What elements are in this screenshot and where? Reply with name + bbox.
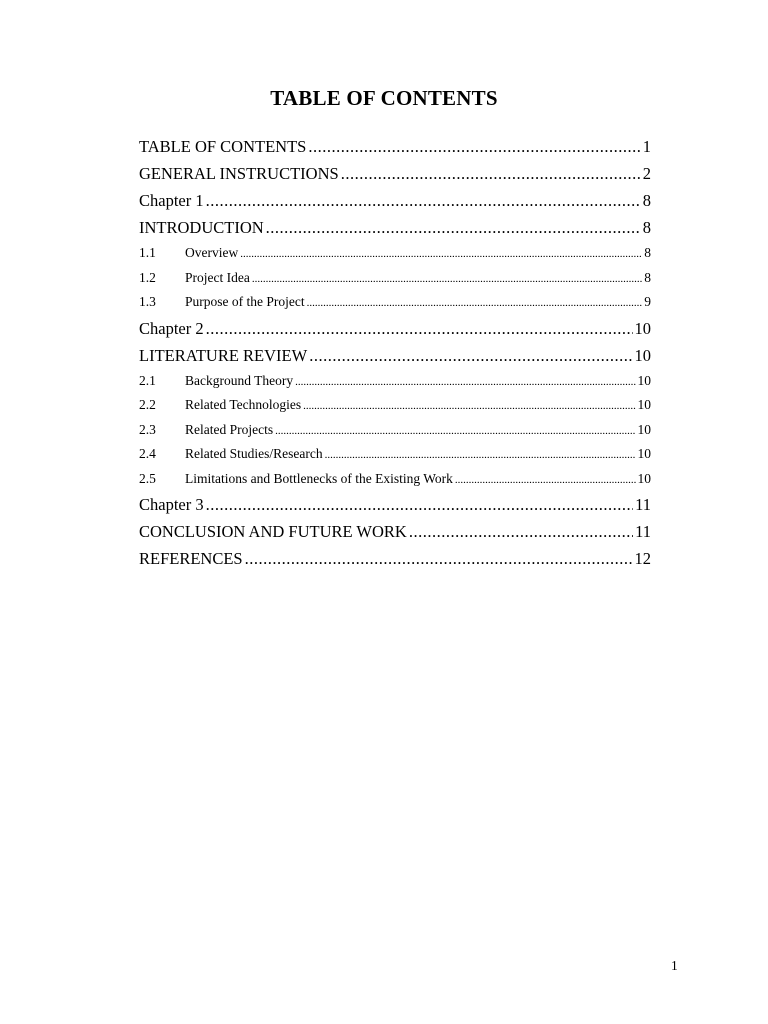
toc-entry-title: Chapter 1 xyxy=(139,191,204,210)
toc-entry-page: 10 xyxy=(637,421,651,437)
toc-dot-leader xyxy=(308,133,640,160)
toc-entry-title: Chapter 3 xyxy=(139,495,204,514)
toc-entry-page: 12 xyxy=(634,549,651,568)
toc-entry-page: 10 xyxy=(637,446,651,461)
toc-entry-title: Background Theory xyxy=(185,372,294,388)
toc-dot-leader xyxy=(409,518,633,545)
toc-entry-page: 2 xyxy=(642,164,651,183)
toc-entry-page: 10 xyxy=(634,318,651,338)
toc-entry-page: 10 xyxy=(637,372,651,388)
toc-entry-title: CONCLUSION AND FUTURE WORK xyxy=(139,522,407,541)
toc-dot-leader xyxy=(206,187,641,214)
toc-dot-leader xyxy=(341,160,641,187)
toc-entry-title: LITERATURE REVIEW xyxy=(139,345,308,365)
toc-section-number: 2.4 xyxy=(139,446,156,461)
toc-dot-leader xyxy=(266,214,641,241)
toc-dot-leader xyxy=(245,545,633,572)
toc-section-number: 2.3 xyxy=(139,421,156,437)
toc-dot-leader xyxy=(309,342,632,369)
toc-section-number: 1.2 xyxy=(139,269,156,285)
page-title: TABLE OF CONTENTS xyxy=(270,86,498,110)
toc-entry-title: INTRODUCTION xyxy=(139,218,264,237)
toc-entry-page: 8 xyxy=(644,269,651,285)
toc-subentry[interactable] xyxy=(139,369,651,394)
toc-entry[interactable] xyxy=(139,315,651,342)
toc-entry-title: REFERENCES xyxy=(139,549,243,568)
toc-section-number: 2.1 xyxy=(139,372,156,388)
toc-dot-leader xyxy=(240,241,642,266)
toc-entry-page: 10 xyxy=(637,470,651,486)
toc-entry-page: 11 xyxy=(635,522,651,541)
toc-section-number: 1.1 xyxy=(139,245,156,260)
toc-entry-title: GENERAL INSTRUCTIONS xyxy=(139,164,339,183)
toc-section-number: 2.5 xyxy=(139,470,156,486)
toc-entry[interactable] xyxy=(139,187,651,214)
toc-subentry[interactable] xyxy=(139,393,651,418)
toc-list xyxy=(139,133,651,572)
toc-section-number: 1.3 xyxy=(139,294,156,309)
toc-subentry[interactable] xyxy=(139,418,651,443)
toc-dot-leader xyxy=(455,467,636,492)
toc-entry-title: Limitations and Bottlenecks of the Existing Work xyxy=(185,470,453,486)
toc-entry-page: 10 xyxy=(634,345,651,365)
toc-entry[interactable] xyxy=(139,214,651,241)
toc-dot-leader xyxy=(303,393,635,418)
toc-subentry[interactable] xyxy=(139,266,651,291)
toc-entry[interactable] xyxy=(139,133,651,160)
toc-entry[interactable] xyxy=(139,160,651,187)
toc-subentry[interactable] xyxy=(139,467,651,492)
toc-subentry[interactable] xyxy=(139,290,651,315)
toc-dot-leader xyxy=(206,491,634,518)
toc-entry-title: Related Technologies xyxy=(185,397,302,412)
toc-entry[interactable] xyxy=(139,491,651,518)
toc-entry-title: Purpose of the Project xyxy=(185,294,305,309)
toc-entry-page: 8 xyxy=(644,245,651,260)
toc-entry-page: 8 xyxy=(642,191,651,210)
toc-entry-page: 9 xyxy=(644,294,651,309)
toc-entry-page: 11 xyxy=(635,495,651,514)
toc-entry[interactable] xyxy=(139,342,651,369)
toc-entry-title: Related Studies/Research xyxy=(185,446,323,461)
toc-dot-leader xyxy=(252,266,642,291)
toc-dot-leader xyxy=(295,369,635,394)
toc-entry-title: Overview xyxy=(185,245,239,260)
toc-dot-leader xyxy=(206,315,633,342)
toc-subentry[interactable] xyxy=(139,241,651,266)
page-number: 1 xyxy=(671,958,678,973)
toc-entry-page: 10 xyxy=(637,397,651,412)
toc-entry[interactable] xyxy=(139,518,651,545)
toc-dot-leader xyxy=(307,290,643,315)
toc-entry-title: Project Idea xyxy=(185,269,250,285)
toc-section-number: 2.2 xyxy=(139,397,156,412)
toc-entry-title: TABLE OF CONTENTS xyxy=(139,137,307,156)
toc-entry-title: Related Projects xyxy=(185,421,274,437)
toc-dot-leader xyxy=(325,442,636,467)
toc-subentry[interactable] xyxy=(139,442,651,467)
toc-entry-page: 8 xyxy=(642,218,651,237)
toc-entry-page: 1 xyxy=(642,137,651,156)
toc-entry-title: Chapter 2 xyxy=(139,318,204,338)
toc-entry[interactable] xyxy=(139,545,651,572)
toc-dot-leader xyxy=(275,418,635,443)
